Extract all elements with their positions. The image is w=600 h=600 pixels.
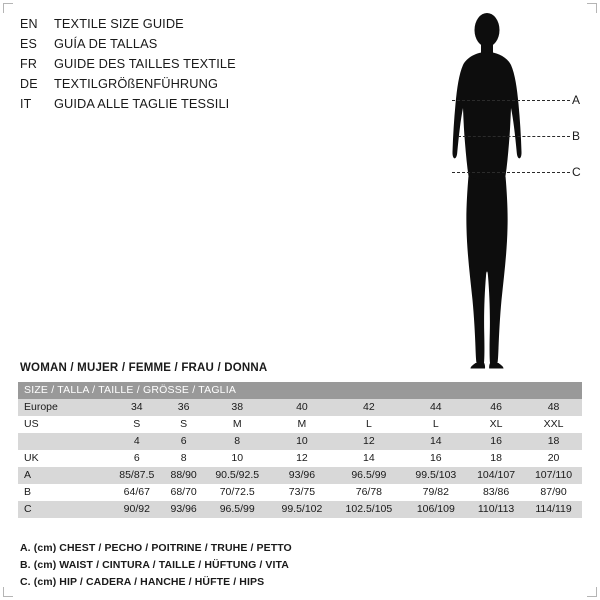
row-label-a: A — [18, 467, 110, 484]
cell-c-7: 114/119 — [525, 501, 582, 518]
cell-b-6: 83/86 — [467, 484, 525, 501]
section-title-woman: WOMAN / MUJER / FEMME / FRAU / DONNA — [20, 362, 268, 374]
cell-europe-4: 42 — [333, 399, 404, 416]
cell-uk-4: 14 — [333, 450, 404, 467]
cell-a-4: 96.5/99 — [333, 467, 404, 484]
table-header-label: SIZE / TALLA / TAILLE / GRÖSSE / TAGLIA — [18, 382, 582, 399]
cell-europe-7: 48 — [525, 399, 582, 416]
cell-us-5: L — [405, 416, 467, 433]
language-code-es: ES — [20, 37, 38, 51]
row-label-us-numeric — [18, 433, 110, 450]
language-title-it: GUIDA ALLE TAGLIE TESSILI — [54, 96, 230, 111]
table-header-row — [18, 382, 582, 399]
cell-us-4: L — [333, 416, 404, 433]
cell-b-4: 76/78 — [333, 484, 404, 501]
cell-c-1: 93/96 — [164, 501, 204, 518]
cell-b-1: 68/70 — [164, 484, 204, 501]
language-title-es: GUÍA DE TALLAS — [54, 36, 158, 51]
language-code-de: DE — [20, 77, 38, 91]
cell-uk-2: 10 — [204, 450, 271, 467]
cell-usnum-0: 4 — [110, 433, 164, 450]
legend-row-b: B. (cm) WAIST / CINTURA / TAILLE / HÜFTUNG / VITA — [20, 559, 289, 571]
table-row — [18, 433, 582, 450]
language-row-en — [20, 14, 350, 34]
cell-us-7: XXL — [525, 416, 582, 433]
corner-mark-bottom-left — [3, 587, 13, 597]
row-label-c: C — [18, 501, 110, 518]
language-row-fr — [20, 54, 350, 74]
cell-us-2: M — [204, 416, 271, 433]
cell-uk-7: 20 — [525, 450, 582, 467]
cell-usnum-5: 14 — [405, 433, 467, 450]
language-code-it: IT — [20, 97, 32, 111]
cell-uk-6: 18 — [467, 450, 525, 467]
cell-b-0: 64/67 — [110, 484, 164, 501]
row-label-uk: UK — [18, 450, 110, 467]
measure-label-a: A — [572, 93, 581, 107]
corner-mark-bottom-right — [587, 587, 597, 597]
cell-c-0: 90/92 — [110, 501, 164, 518]
row-label-b: B — [18, 484, 110, 501]
cell-b-2: 70/72.5 — [204, 484, 271, 501]
table-row — [18, 450, 582, 467]
cell-a-3: 93/96 — [271, 467, 333, 484]
table-row — [18, 467, 582, 484]
language-title-de: TEXTILGRÖßENFÜHRUNG — [54, 76, 218, 91]
language-title-list — [20, 14, 350, 114]
cell-uk-5: 16 — [405, 450, 467, 467]
cell-europe-3: 40 — [271, 399, 333, 416]
cell-a-0: 85/87.5 — [110, 467, 164, 484]
cell-a-5: 99.5/103 — [405, 467, 467, 484]
cell-usnum-6: 16 — [467, 433, 525, 450]
language-code-en: EN — [20, 17, 38, 31]
table-row — [18, 399, 582, 416]
legend-row-a: A. (cm) CHEST / PECHO / POITRINE / TRUHE / PETTO — [20, 542, 292, 554]
cell-uk-1: 8 — [164, 450, 204, 467]
cell-us-0: S — [110, 416, 164, 433]
cell-a-6: 104/107 — [467, 467, 525, 484]
cell-europe-6: 46 — [467, 399, 525, 416]
cell-a-1: 88/90 — [164, 467, 204, 484]
size-table — [18, 382, 582, 518]
female-body-figure — [420, 8, 595, 373]
cell-uk-3: 12 — [271, 450, 333, 467]
cell-b-7: 87/90 — [525, 484, 582, 501]
language-row-de — [20, 74, 350, 94]
cell-europe-5: 44 — [405, 399, 467, 416]
cell-usnum-3: 10 — [271, 433, 333, 450]
cell-us-6: XL — [467, 416, 525, 433]
cell-b-5: 79/82 — [405, 484, 467, 501]
cell-a-2: 90.5/92.5 — [204, 467, 271, 484]
cell-c-6: 110/113 — [467, 501, 525, 518]
cell-europe-0: 34 — [110, 399, 164, 416]
cell-a-7: 107/110 — [525, 467, 582, 484]
language-title-fr: GUIDE DES TAILLES TEXTILE — [54, 56, 236, 71]
cell-b-3: 73/75 — [271, 484, 333, 501]
language-row-it — [20, 94, 350, 114]
cell-c-3: 99.5/102 — [271, 501, 333, 518]
cell-us-3: M — [271, 416, 333, 433]
corner-mark-top-left — [3, 3, 13, 13]
table-row — [18, 416, 582, 433]
measure-label-c: C — [572, 165, 581, 179]
measure-line-c — [452, 172, 570, 173]
cell-usnum-4: 12 — [333, 433, 404, 450]
measure-line-b — [458, 136, 570, 137]
cell-europe-1: 36 — [164, 399, 204, 416]
measure-label-b: B — [572, 129, 581, 143]
cell-c-2: 96.5/99 — [204, 501, 271, 518]
legend-row-c: C. (cm) HIP / CADERA / HANCHE / HÜFTE / HIPS — [20, 576, 265, 588]
cell-usnum-1: 6 — [164, 433, 204, 450]
cell-usnum-2: 8 — [204, 433, 271, 450]
row-label-us: US — [18, 416, 110, 433]
row-label-europe: Europe — [18, 399, 110, 416]
cell-us-1: S — [164, 416, 204, 433]
language-code-fr: FR — [20, 57, 38, 71]
cell-europe-2: 38 — [204, 399, 271, 416]
measurement-legend — [20, 540, 580, 591]
measure-line-a — [452, 100, 570, 101]
cell-c-5: 106/109 — [405, 501, 467, 518]
cell-usnum-7: 18 — [525, 433, 582, 450]
cell-c-4: 102.5/105 — [333, 501, 404, 518]
female-silhouette-icon — [420, 8, 595, 373]
language-title-en: TEXTILE SIZE GUIDE — [54, 16, 184, 31]
table-row — [18, 484, 582, 501]
language-row-es — [20, 34, 350, 54]
table-row — [18, 501, 582, 518]
cell-uk-0: 6 — [110, 450, 164, 467]
